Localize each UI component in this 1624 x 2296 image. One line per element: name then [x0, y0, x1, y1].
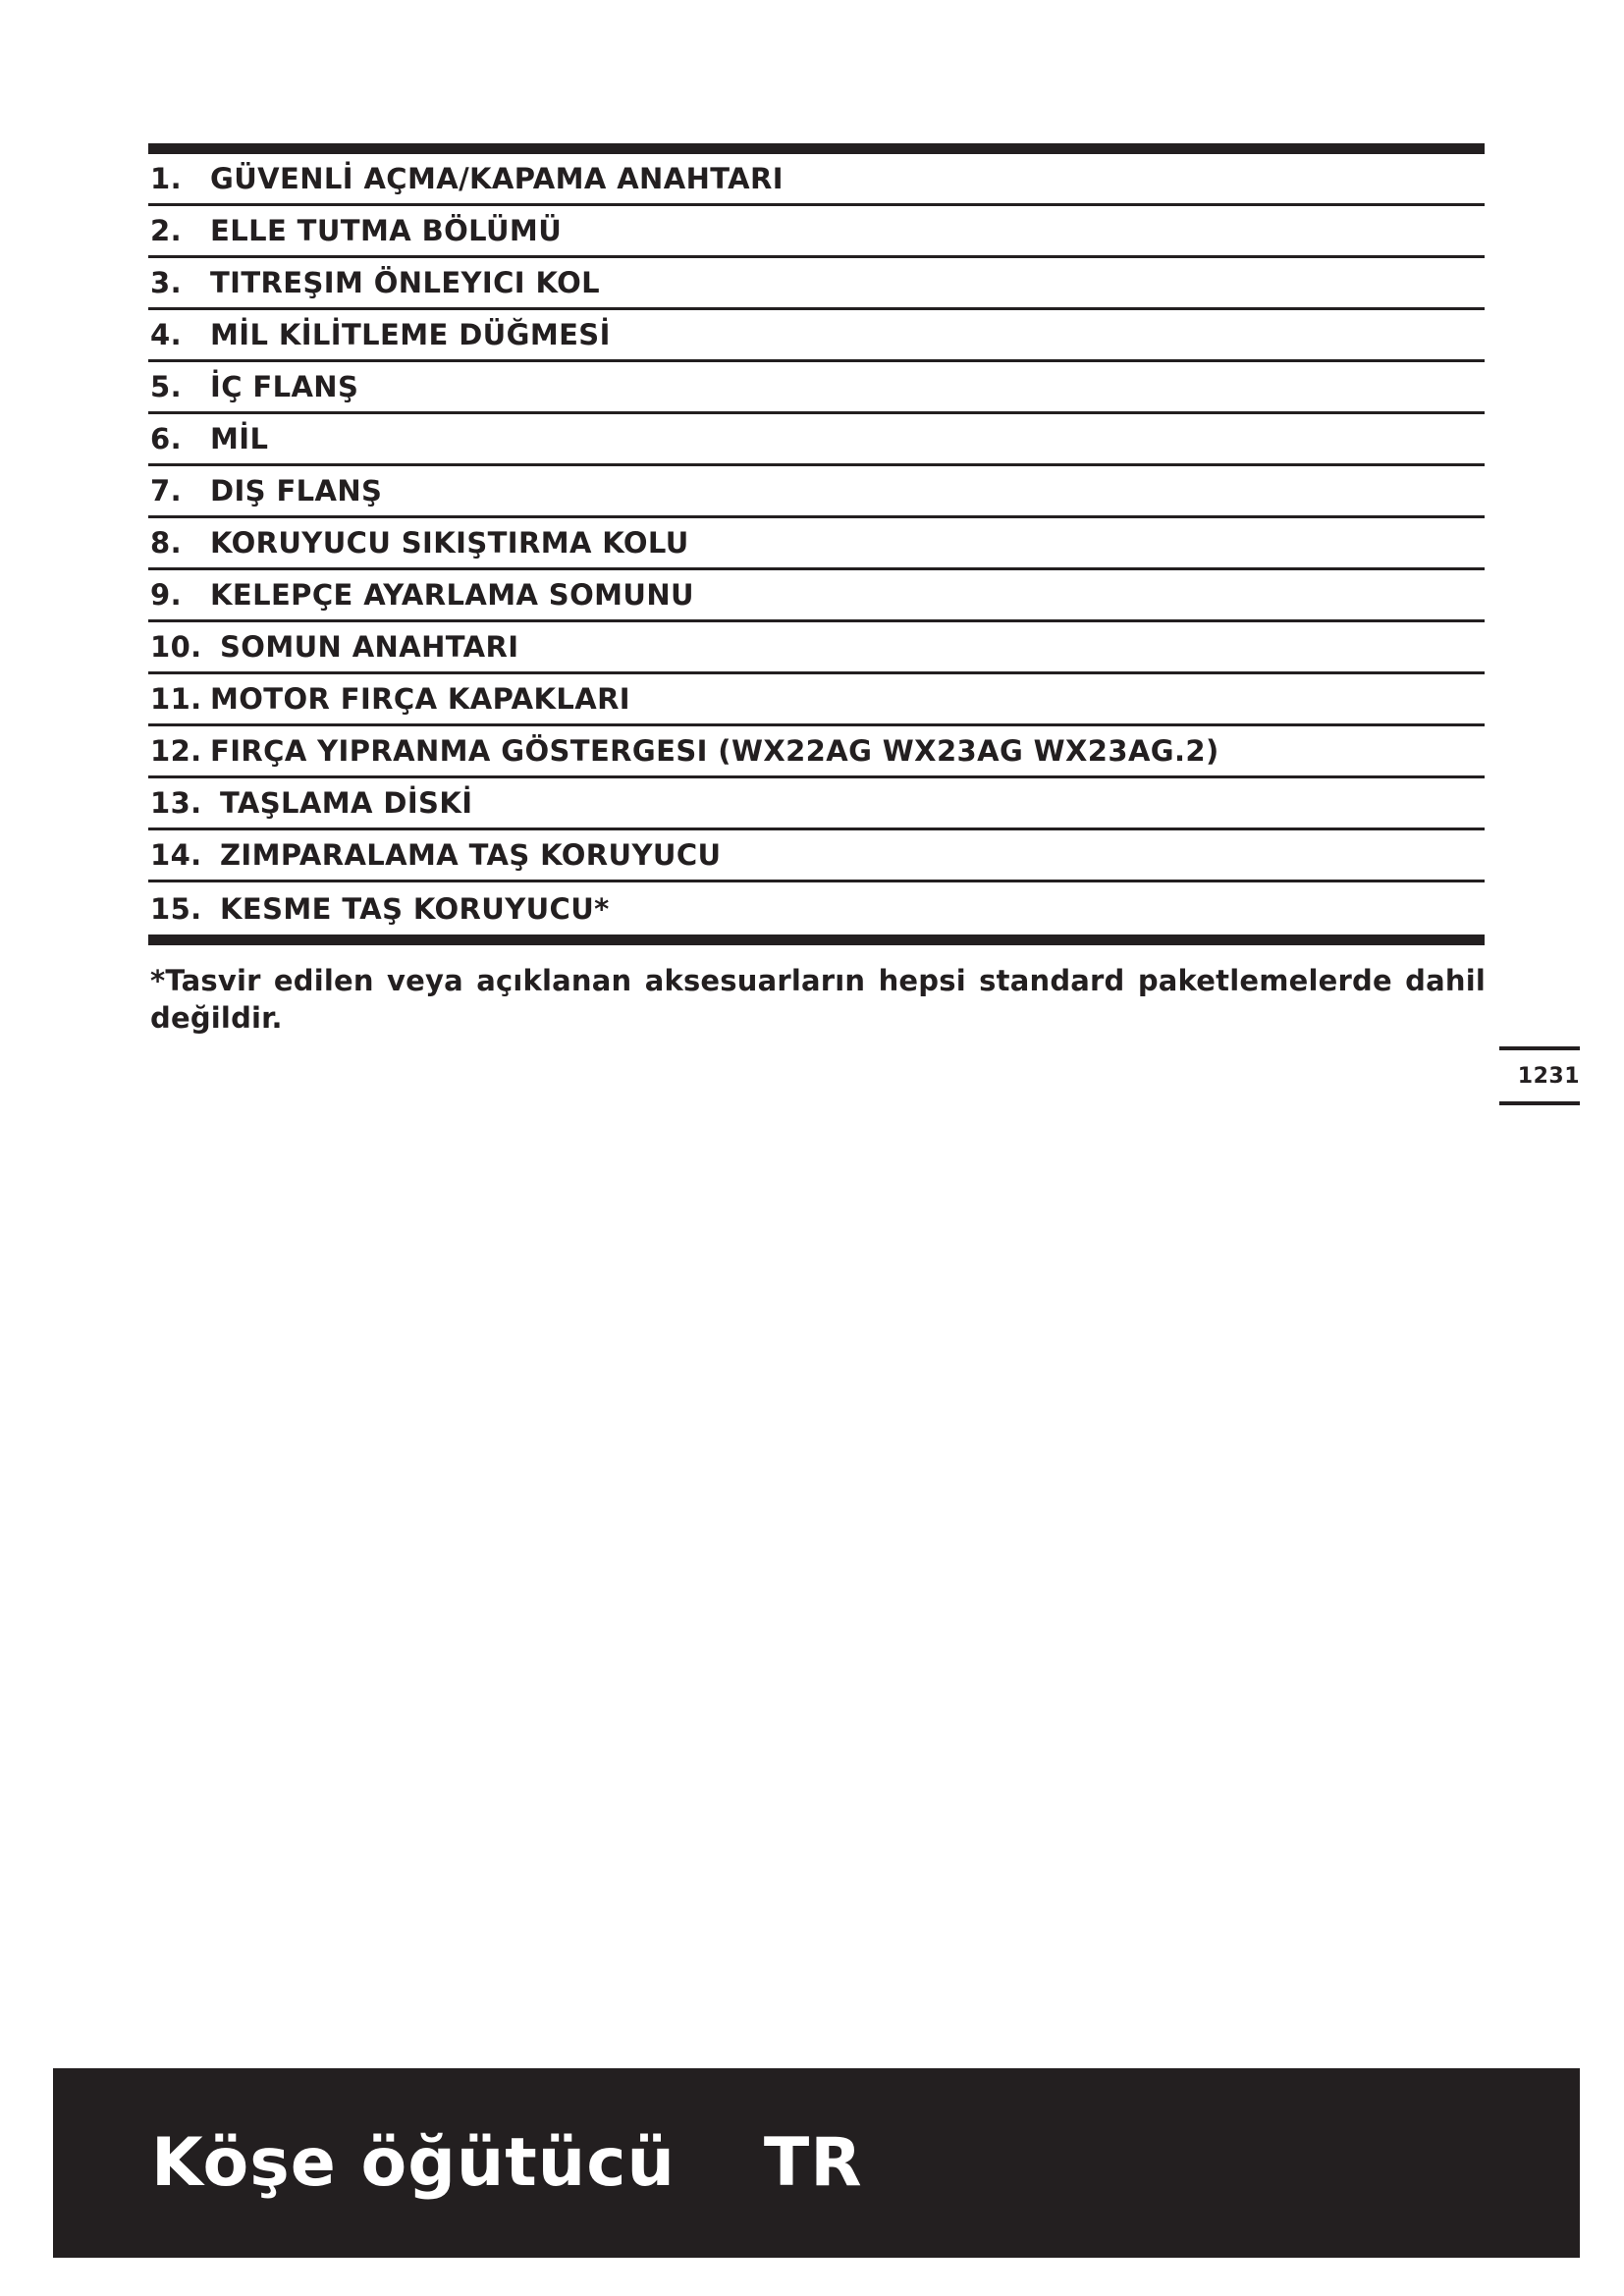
part-label: İÇ FLANŞ [210, 370, 359, 403]
part-label: TAŞLAMA DİSKİ [220, 786, 473, 820]
part-label: GÜVENLİ AÇMA/KAPAMA ANAHTARI [210, 162, 784, 195]
page-number: 1231 [1499, 1046, 1580, 1105]
part-label: KESME TAŞ KORUYUCU* [220, 891, 610, 926]
part-row [148, 362, 1485, 414]
part-row [148, 778, 1485, 830]
part-row [148, 466, 1485, 518]
part-number: 5. [150, 370, 182, 403]
part-row [148, 258, 1485, 310]
part-row [148, 726, 1485, 778]
part-label: MOTOR FIRÇA KAPAKLARI [210, 682, 630, 716]
part-row [148, 154, 1485, 206]
part-row [148, 882, 1485, 934]
part-number: 10. [150, 630, 202, 664]
part-number: 2. [150, 214, 182, 247]
part-row [148, 622, 1485, 674]
part-row [148, 206, 1485, 258]
part-number: 9. [150, 578, 182, 612]
footer-banner [53, 2068, 1580, 2258]
parts-list [148, 143, 1485, 945]
part-number: 6. [150, 422, 182, 455]
part-label: SOMUN ANAHTARI [220, 630, 519, 664]
part-label: KELEPÇE AYARLAMA SOMUNU [210, 578, 694, 612]
part-number: 7. [150, 474, 182, 507]
part-number: 12. [150, 734, 202, 768]
part-label: ZIMPARALAMA TAŞ KORUYUCU [220, 838, 722, 872]
part-number: 3. [150, 266, 182, 299]
part-label: TITREŞIM ÖNLEYICI KOL [210, 266, 600, 299]
part-number: 14. [150, 838, 202, 872]
part-row [148, 570, 1485, 622]
part-row [148, 414, 1485, 466]
part-number: 1. [150, 162, 182, 195]
part-number: 8. [150, 526, 182, 560]
part-number: 11. [150, 682, 202, 716]
language-code: TR [763, 2124, 863, 2202]
part-label: KORUYUCU SIKIŞTIRMA KOLU [210, 526, 689, 560]
part-label: DIŞ FLANŞ [210, 474, 383, 507]
part-label: MİL [210, 422, 269, 455]
part-number: 4. [150, 318, 182, 351]
part-row [148, 310, 1485, 362]
part-row [148, 674, 1485, 726]
part-row [148, 830, 1485, 882]
part-number: 15. [150, 891, 202, 926]
part-number: 13. [150, 786, 202, 820]
part-label: MİL KİLİTLEME DÜĞMESİ [210, 318, 611, 351]
part-label: ELLE TUTMA BÖLÜMÜ [210, 214, 563, 247]
part-label: FIRÇA YIPRANMA GÖSTERGESI (WX22AG WX23AG WX23AG.2) [210, 734, 1219, 768]
product-title: Köşe öğütücü [151, 2124, 676, 2202]
accessories-footnote: *Tasvir edilen veya açıklanan aksesuarların hepsi standard paketlemelerde dahil değildir. [150, 964, 1486, 1035]
part-row [148, 518, 1485, 570]
